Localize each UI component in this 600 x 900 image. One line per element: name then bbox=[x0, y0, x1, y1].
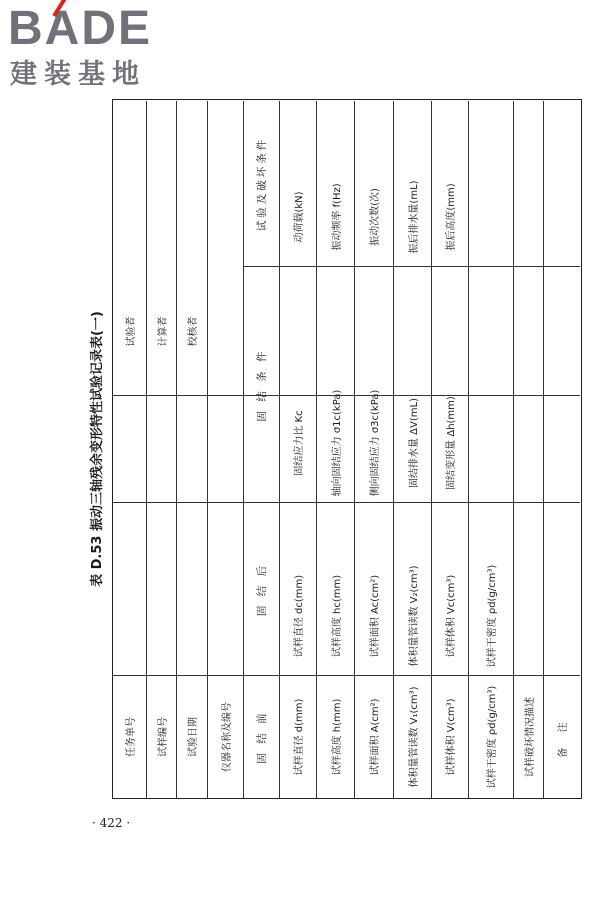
post-vibration-height-label: 振后高度(mm) bbox=[446, 183, 457, 251]
page-number: · 422 · bbox=[92, 816, 131, 830]
test-date-label: 试验日期 bbox=[188, 717, 199, 757]
calculator-label: 计算者 bbox=[157, 316, 169, 347]
sample-number-label: 试样编号 bbox=[157, 717, 169, 757]
before-dry-density-label: 试样干密度 ρd(g/cm³) bbox=[487, 685, 498, 789]
table-title: 表 D.53 振动三轴残余变形特性试验记录表(一) bbox=[89, 311, 105, 587]
logo-wordmark: BADE bbox=[8, 1, 153, 55]
grid-line bbox=[543, 101, 544, 798]
vibration-count-label: 振动次数(次) bbox=[370, 188, 381, 246]
record-sheet bbox=[82, 95, 588, 803]
remarks-label: 备 注 bbox=[558, 716, 569, 758]
before-height-label: 试样高度 h(mm) bbox=[331, 698, 343, 776]
before-consolidation-header: 固 结 前 bbox=[255, 710, 268, 764]
bade-logo bbox=[8, 2, 178, 90]
record-table bbox=[112, 99, 582, 799]
grid-line bbox=[113, 502, 243, 503]
before-volume-reading-label: 体积量管读数 V₁(cm³) bbox=[408, 686, 420, 788]
before-volume-label: 试样体积 V(cm³) bbox=[446, 698, 457, 776]
logo-subtitle: 建装基地 bbox=[10, 59, 146, 90]
after-diameter-label: 试样直径 dc(mm) bbox=[294, 574, 305, 658]
dynamic-load-label: 动荷载(kN) bbox=[294, 191, 305, 243]
before-area-label: 试样面积 A(cm²) bbox=[370, 698, 381, 776]
after-area-label: 试样面积 Ac(cm²) bbox=[370, 574, 381, 658]
consolidation-conditions-header: 固 结 条 件 bbox=[255, 348, 268, 422]
task-number-label: 任务单号 bbox=[126, 717, 137, 757]
after-volume-reading-label: 体积量管读数 V₂(cm³) bbox=[408, 565, 420, 667]
consolidation-deformation-label: 固结变形量 Δh(mm) bbox=[446, 396, 457, 490]
rotated-page-area bbox=[82, 95, 588, 803]
post-vibration-drainage-label: 振后排水量(mL) bbox=[408, 180, 420, 254]
failure-description-label: 试样破坏情况描述 bbox=[524, 697, 536, 777]
consolidation-drainage-label: 固结排水量 ΔV(mL) bbox=[408, 398, 420, 488]
checker-label: 校核者 bbox=[188, 316, 199, 347]
after-volume-label: 试样体积 Vc(cm³) bbox=[446, 574, 457, 658]
after-consolidation-header: 固 结 后 bbox=[255, 562, 268, 617]
consolidation-stress-ratio-label: 固结应力比 Kc bbox=[294, 410, 305, 476]
test-conditions-header: 试验及破坏条件 bbox=[255, 136, 268, 232]
after-height-label: 试样高度 hc(mm) bbox=[331, 574, 343, 658]
tester-label: 试验者 bbox=[126, 316, 137, 347]
vibration-frequency-label: 振动频率 f(Hz) bbox=[331, 183, 343, 251]
lateral-consolidation-stress-label: 侧向固结应力 σ3c(kPa) bbox=[370, 389, 381, 497]
instrument-label: 仪器名称及编号 bbox=[221, 702, 233, 772]
before-diameter-label: 试样直径 d(mm) bbox=[294, 698, 305, 776]
after-dry-density-label: 试样干密度 ρd(g/cm³) bbox=[487, 564, 498, 668]
axial-consolidation-stress-label: 轴向固结应力 σ1c(kPa) bbox=[331, 389, 343, 497]
